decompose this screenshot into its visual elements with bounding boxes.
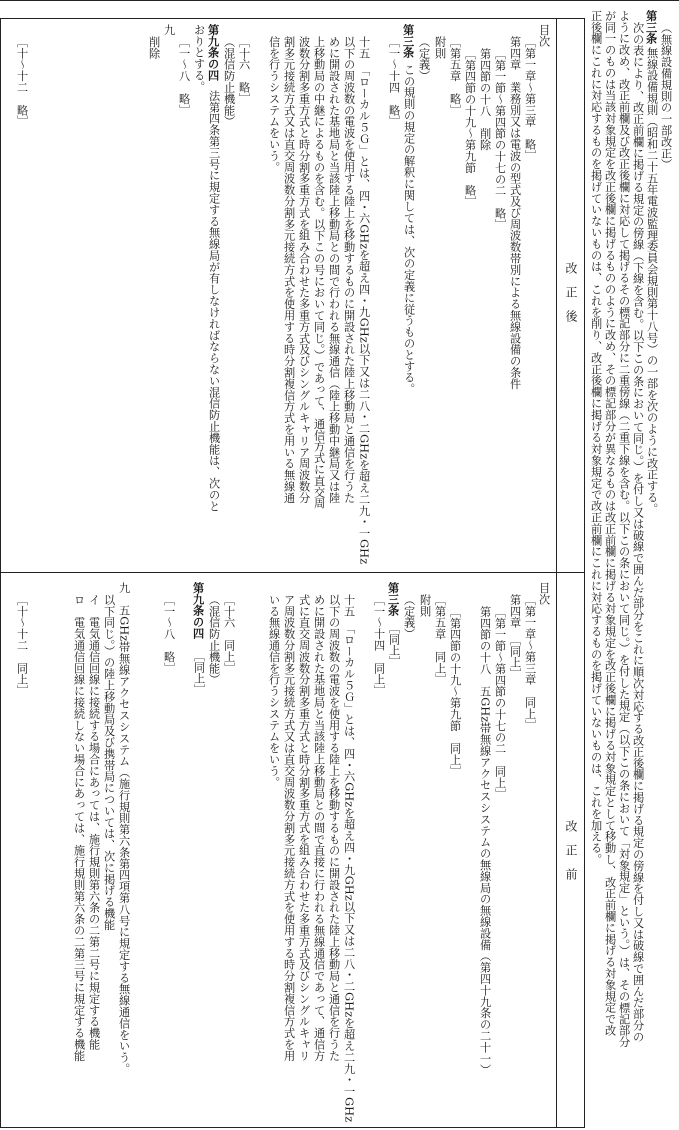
after-ch1-3: ［第一章～第三章 略］	[523, 36, 537, 162]
after-art3-text: この規則の規定の解釈に関しては、次の定義に従うものとする。	[402, 64, 416, 395]
before-art3-label: 第三条	[386, 582, 401, 617]
after-ch4: 第四章 業務別又は電波の型式及び周波数帯別による無線設備の条件	[508, 36, 522, 390]
after-item15-a: 十五 「ローカル５Ｇ」とは、四・六GHzを超え四・九GHz以下又は二八・二GHzを超え二九・一GHz	[357, 36, 371, 565]
after-art3-label: 第三条	[401, 24, 416, 59]
before-item9-c: イ 電気通信回線に接続する場合にあっては、施行規則第六条の二第二号に規定する機能	[87, 594, 101, 1050]
before-appendix: 附則	[418, 594, 432, 617]
before-interference-heading: （混信防止機能）	[207, 594, 221, 686]
table-top-border	[0, 18, 585, 19]
before-toc: 目次	[537, 582, 551, 605]
intro-title: （無線設備規則の一部改正）	[659, 22, 673, 171]
before-art3-text: ［同上］	[387, 622, 401, 668]
column-divider	[0, 572, 585, 573]
after-interference-heading: （混信防止機能）	[222, 36, 236, 128]
before-ch5: ［第五章 同上］	[433, 594, 447, 686]
before-item9-b: 以下同じ。）の陸上移動局及び携帯局については、次に掲げる機能	[102, 594, 116, 931]
before-item9-a: 九 五GHz帯無線アクセスシステム（施行規則第六条第四項第八号に規定する無線通信をいう。	[117, 582, 131, 1075]
after-item15-g: 信を行うシステムをいう。	[267, 36, 281, 173]
after-sec4-19: ［第四節の十九～第九節 略］	[463, 48, 477, 208]
after-items1-8: ［一～八 略］	[177, 36, 191, 116]
before-item16: ［十六 同上］	[222, 594, 236, 674]
after-sec4-18: 第四節の十八 削除	[478, 48, 492, 151]
intro-para-3: が同一のものは当該対象規定を改正後欄に掲げるもののように改め、その標記部分が異なるものは改正前欄に掲げる対象規定を改正後欄に掲げる対象規定として移動し、改正前欄に掲げる対象規定で改	[603, 10, 617, 1036]
table-bottom-border	[0, 1127, 585, 1128]
after-item16: ［十六 略］	[237, 36, 251, 105]
before-item15-d: 式に直交周波数分割多重方式と時分割多重方式を組み合わせた多重方式及びシングルキャリ	[297, 594, 311, 1062]
before-ch4: 第四章 ［同上］	[508, 594, 522, 680]
after-art9-4-text: 法第四条第三号に規定する無線局が有しなければならない混信防止機能は、次のと	[207, 90, 221, 512]
before-item15-c: めに開設された基地局と当該陸上移動局との間で直接に行われる無線通信であって、通信方	[312, 594, 326, 1062]
after-items1-14: ［一～十四 略］	[387, 36, 401, 128]
before-art9-4-label: 第九条の四	[191, 582, 206, 639]
after-item15-b: 以下の周波数の電波を使用する陸上を移動するものに開設された陸上移動局と通信を行うた	[342, 36, 356, 504]
intro-article-label: 第三条	[644, 10, 659, 45]
after-item9-label: 九	[162, 24, 176, 36]
after-item15-c: めに開設された基地局と当該陸上移動局との間で行われる無線通信（陸上移動中継局又は陸	[327, 36, 341, 504]
before-ch4-sections: ［第一節～第四節の十七の二 同上］	[493, 606, 507, 800]
intro-para-1: 次の表により、改正前欄に掲げる規定の傍線（下線を含む。以下この条において同じ。）を付し又は破線で囲んだ部分をこれに順次対応する改正後欄に掲げる規定の傍線を付し又は破線で囲んだ部分の	[631, 22, 645, 1043]
intro-para-4: 正後欄にこれに対応するものを掲げていないものは、これを削り、改正後欄に掲げる対象規定で改正前欄にこれに対応するものを掲げていないものは、これを加える。	[589, 10, 603, 865]
before-item15-f: いる無線通信を行うシステムをいう。	[267, 594, 281, 788]
table-left-border	[0, 18, 1, 1128]
after-art9-4-label: 第九条の四	[206, 24, 221, 81]
before-item9-d: ロ 電気通信回線に接続しない場合にあっては、施行規則第六条の二第三号に規定する機能	[72, 594, 86, 1062]
after-item15-d: 上移動局の中継によるものを含む。以下この号において同じ。）であって、通信方式に直交周	[312, 36, 326, 510]
after-item15-e: 波数分割多重方式と時分割多重方式を組み合わせた多重方式及びシングルキャリア周波数分	[297, 36, 311, 504]
after-toc: 目次	[537, 24, 551, 47]
top-border	[0, 0, 679, 1]
before-item15-a: 十五 「ローカル５Ｇ」とは、四・六GHzを超え四・九GHz以下又は二八・二GHzを超え二九・一GHz	[342, 594, 356, 1123]
before-item15-e: ア周波数分割多元接続方式又は直交周波数分割多元接続方式を使用する時分割複信方式を用	[282, 594, 296, 1062]
after-def-heading: （定義）	[417, 36, 431, 82]
intro-para-2: ように改め、改正前欄及び改正後欄に対応して掲げるその標記部分に二重傍線（二重下線を含む。以下この条において同じ。）を付した規定（以下この条において「対象規定」という。）は、その標記部分	[617, 10, 631, 1048]
header-before: 改 正 前	[564, 820, 578, 880]
after-ch5: ［第五章 略］	[448, 36, 462, 116]
before-item15-b: 以下の周波数の電波を使用する陸上を移動するものに開設された陸上移動局と通信を行うた	[327, 594, 341, 1062]
after-item15-f: 割多元接続方式又は直交周波数分割多元接続方式を使用する時分割複信方式を用いる無線通	[282, 36, 296, 504]
table-right-border	[584, 18, 585, 1128]
before-ch1-3: ［第一章～第三章 同上］	[523, 594, 537, 731]
intro-article-text: 無線設備規則（昭和二十五年電波監理委員会規則第十八号）の一部を次のように改正する。	[645, 47, 659, 515]
after-item9-text: 削除	[147, 36, 161, 59]
before-items1-14: ［一～十四 同上］	[372, 594, 386, 697]
before-art9-4-text: ［同上］	[192, 650, 206, 696]
after-appendix: 附則	[433, 36, 447, 59]
before-def-heading: （定義）	[402, 594, 416, 640]
after-art9-4-text2: おりとする。	[192, 24, 206, 93]
before-items10-12: ［十～十二 同上］	[15, 594, 29, 697]
header-after: 改 正 後	[564, 262, 578, 322]
header-divider	[556, 18, 557, 1128]
before-sec4-18: 第四節の十八 五GHz帯無線アクセスシステムの無線局の無線設備（第四十九条の二十一）	[478, 606, 492, 1076]
before-items1-8: ［一～八 略］	[162, 594, 176, 674]
before-sec4-19: ［第四節の十九～第九節 同上］	[448, 606, 462, 777]
after-ch4-sections: ［第一節～第四節の十七の二 略］	[493, 48, 507, 231]
after-items10-12: ［十～十二 略］	[15, 36, 29, 128]
